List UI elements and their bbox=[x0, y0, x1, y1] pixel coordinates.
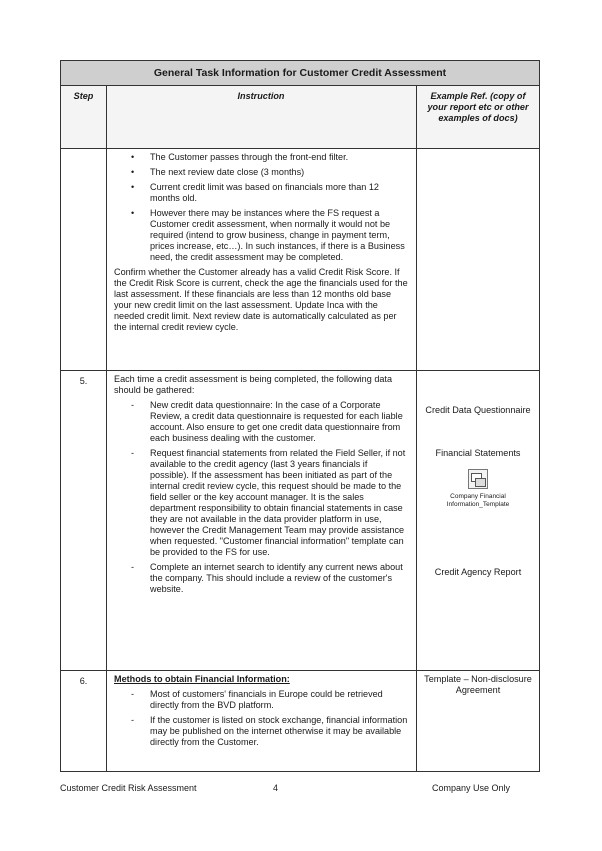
dash-icon: - bbox=[131, 448, 135, 458]
bullet-icon: • bbox=[131, 152, 135, 162]
list-item: - Request financial statements from related the Field Seller, if not available to the credit agency (last 3 years financials if possible). If the assessment has been initiated as part of the internal credit review cycle, this request should be made to the field seller or the key account manager. It is the sales department responsibility to obtain financial statements in case they are not available in the data provider platform in use, however the Credit Management Team may provide assistance when requested. "Customer financial information" template can be provided to the FS for use. bbox=[131, 448, 406, 557]
task-info-table bbox=[60, 60, 540, 772]
embedded-document-icon[interactable] bbox=[468, 469, 488, 489]
list-item: • The next review date close (3 months) bbox=[131, 167, 305, 177]
footer-title: Customer Credit Risk Assessment bbox=[60, 783, 197, 793]
list-item: - New credit data questionnaire: In the case of a Corporate Review, a credit data questionnaire is requested for each liable account. Also ensure to get one credit data questionnaire from each business dealing with the customer. bbox=[131, 400, 403, 443]
table-title: General Task Information for Customer Credit Assessment bbox=[61, 61, 539, 86]
list-item: - Most of customers' financials in Europe could be retrieved directly from the BVD platform. bbox=[131, 689, 383, 710]
table-row bbox=[61, 149, 539, 371]
table-row bbox=[61, 671, 539, 771]
icon-caption: Company Financial Information_Template bbox=[446, 493, 510, 508]
methods-list bbox=[114, 689, 408, 748]
dash-icon: - bbox=[131, 400, 135, 410]
example-header: Example Ref. (copy of your report etc or other examples of docs) bbox=[427, 91, 529, 123]
ref-nda-template: Template – Non-disclosure Agreement bbox=[424, 674, 532, 695]
table-row bbox=[61, 371, 539, 671]
bullet-icon: • bbox=[131, 167, 135, 177]
list-item: • The Customer passes through the front-end filter. bbox=[131, 152, 349, 162]
instruction-cell bbox=[107, 371, 417, 670]
step-cell bbox=[61, 149, 107, 370]
ref-questionnaire: Credit Data Questionnaire bbox=[425, 405, 531, 415]
dash-icon: - bbox=[131, 689, 135, 699]
example-cell bbox=[417, 671, 539, 771]
dash-icon: - bbox=[131, 715, 135, 725]
list-item: - If the customer is listed on stock exchange, financial information may be published on the internet otherwise it may be available directly from the Customer. bbox=[131, 715, 408, 747]
bullet-icon: • bbox=[131, 208, 135, 218]
ref-credit-agency-report: Credit Agency Report bbox=[434, 567, 522, 577]
step-cell: 6. bbox=[61, 671, 107, 771]
section-heading: Methods to obtain Financial Information: bbox=[114, 674, 290, 684]
example-cell bbox=[417, 371, 539, 670]
bullet-icon: • bbox=[131, 182, 135, 192]
list-item: • However there may be instances where the FS request a Customer credit assessment, when normally it would not be required (intend to grow business, change in payment term, prices increase, etc…). In such instances, if there is a Business need, the credit assessment may be completed. bbox=[131, 208, 405, 262]
data-list bbox=[114, 400, 408, 595]
step-cell: 5. bbox=[61, 371, 107, 670]
instruction-cell bbox=[107, 149, 417, 370]
instruction-cell bbox=[107, 671, 417, 771]
paragraph: Each time a credit assessment is being completed, the following data should be gathered: bbox=[114, 374, 393, 395]
criteria-list bbox=[114, 152, 408, 263]
header-row bbox=[61, 86, 539, 149]
ref-financial-statements: Financial Statements bbox=[435, 448, 521, 458]
dash-icon: - bbox=[131, 562, 135, 572]
footer-classification: Company Use Only bbox=[432, 783, 511, 793]
list-item: - Complete an internet search to identify any current news about the company. This should include a review of the customer's website. bbox=[131, 562, 403, 594]
example-cell bbox=[417, 149, 539, 370]
list-item: • Current credit limit was based on financials more than 12 months old. bbox=[131, 182, 379, 203]
instruction-header: Instruction bbox=[107, 86, 417, 148]
page-number: 4 bbox=[273, 783, 279, 793]
paragraph: Confirm whether the Customer already has a valid Credit Risk Score. If the Credit Risk Score is current, check the age the financials used for the last assessment. If these financials are less than 12 months old base your new credit limit on the last assessment. Update Inca with the needed credit limit. Next review date is automatically calculated as per the internal credit review cycle. bbox=[114, 267, 408, 332]
step-header: Step bbox=[61, 86, 107, 148]
